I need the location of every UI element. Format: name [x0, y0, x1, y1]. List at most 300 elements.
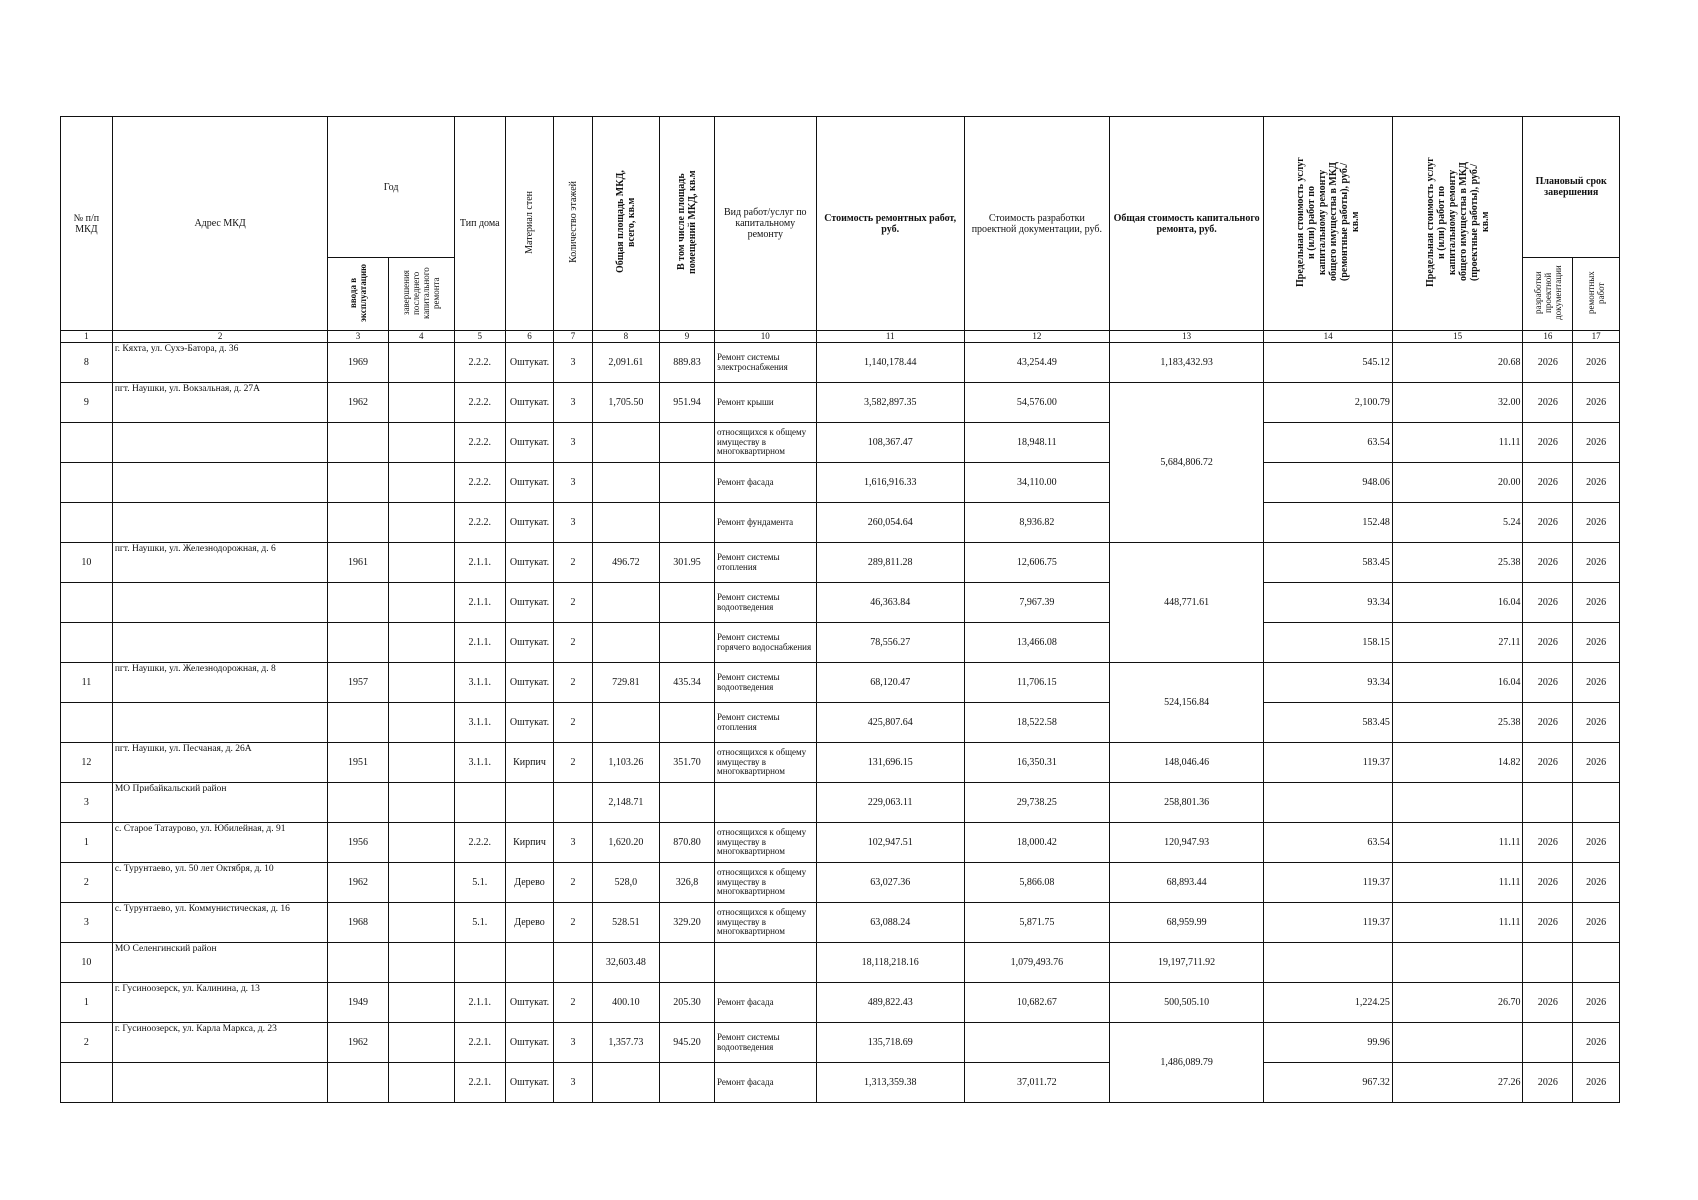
row-number-cell: 1: [61, 823, 113, 863]
table-row: [61, 463, 1620, 503]
limit-design-cell: 27.26: [1392, 1063, 1523, 1103]
header-total-cost: Общая стоимость капитального ремонта, руб.: [1109, 117, 1263, 331]
limit-design-cell: [1392, 943, 1523, 983]
design-cost-cell: 43,254.49: [964, 343, 1109, 383]
term-design-cell: 2026: [1523, 983, 1573, 1023]
address-cell: пгт. Наушки, ул. Вокзальная, д. 27А: [112, 383, 328, 423]
year-commissioning-cell: 1969: [328, 343, 388, 383]
row-number-cell: [61, 423, 113, 463]
work-type-cell: относящихся к общему имуществу в многоквартирном: [715, 423, 817, 463]
wall-material-cell: Кирпич: [505, 823, 554, 863]
wall-material-cell: Оштукат.: [505, 623, 554, 663]
work-type-cell: относящихся к общему имуществу в многоквартирном: [715, 743, 817, 783]
total-area-cell: [592, 583, 659, 623]
row-number-cell: 10: [61, 943, 113, 983]
floors-cell: 2: [554, 703, 592, 743]
design-cost-cell: 5,871.75: [964, 903, 1109, 943]
limit-design-cell: 11.11: [1392, 903, 1523, 943]
row-number-cell: 11: [61, 663, 113, 703]
term-design-cell: 2026: [1523, 623, 1573, 663]
house-type-cell: 2.1.1.: [454, 543, 505, 583]
design-cost-cell: 18,000.42: [964, 823, 1109, 863]
term-repair-cell: [1573, 783, 1620, 823]
total-area-cell: [592, 1063, 659, 1103]
row-number-cell: [61, 703, 113, 743]
term-repair-cell: 2026: [1573, 983, 1620, 1023]
address-cell: с. Старое Татаурово, ул. Юбилейная, д. 91: [112, 823, 328, 863]
year-last-repair-cell: [388, 543, 454, 583]
total-area-cell: [592, 503, 659, 543]
premises-area-cell: [660, 943, 715, 983]
repair-cost-cell: 108,367.47: [816, 423, 964, 463]
house-type-cell: 5.1.: [454, 863, 505, 903]
work-type-cell: Ремонт фасада: [715, 1063, 817, 1103]
floors-cell: 3: [554, 463, 592, 503]
year-commissioning-cell: [328, 1063, 388, 1103]
column-number: 6: [505, 331, 554, 343]
house-type-cell: 3.1.1.: [454, 663, 505, 703]
column-number: 15: [1392, 331, 1523, 343]
work-type-cell: Ремонт крыши: [715, 383, 817, 423]
total-area-cell: 1,620.20: [592, 823, 659, 863]
term-repair-cell: 2026: [1573, 743, 1620, 783]
table-row: [61, 863, 1620, 903]
row-number-cell: 1: [61, 983, 113, 1023]
premises-area-cell: 870.80: [660, 823, 715, 863]
design-cost-cell: 29,738.25: [964, 783, 1109, 823]
limit-design-cell: 27.11: [1392, 623, 1523, 663]
term-design-cell: 2026: [1523, 1063, 1573, 1103]
header-year: Год: [328, 117, 454, 258]
header-repair-cost: Стоимость ремонтных работ, руб.: [816, 117, 964, 331]
year-commissioning-cell: 1962: [328, 1023, 388, 1063]
header-work-type: Вид работ/услуг по капитальному ремонту: [715, 117, 817, 331]
term-repair-cell: 2026: [1573, 623, 1620, 663]
repair-cost-cell: 489,822.43: [816, 983, 964, 1023]
row-number-cell: 3: [61, 903, 113, 943]
work-type-cell: Ремонт фасада: [715, 983, 817, 1023]
term-repair-cell: 2026: [1573, 583, 1620, 623]
premises-area-cell: [660, 623, 715, 663]
year-last-repair-cell: [388, 583, 454, 623]
repair-cost-cell: 18,118,218.16: [816, 943, 964, 983]
limit-design-cell: 16.04: [1392, 583, 1523, 623]
repair-cost-cell: 425,807.64: [816, 703, 964, 743]
table-row: [61, 823, 1620, 863]
limit-design-cell: 11.11: [1392, 823, 1523, 863]
premises-area-cell: 329.20: [660, 903, 715, 943]
capital-repair-table: [60, 116, 1620, 1103]
year-last-repair-cell: [388, 623, 454, 663]
term-design-cell: 2026: [1523, 383, 1573, 423]
limit-design-cell: [1392, 1023, 1523, 1063]
total-cost-cell: 19,197,711.92: [1109, 943, 1263, 983]
address-cell: с. Турунтаево, ул. 50 лет Октября, д. 10: [112, 863, 328, 903]
term-design-cell: 2026: [1523, 903, 1573, 943]
wall-material-cell: Дерево: [505, 903, 554, 943]
total-area-cell: 32,603.48: [592, 943, 659, 983]
limit-repair-cell: 99.96: [1264, 1023, 1393, 1063]
limit-repair-cell: 93.34: [1264, 663, 1393, 703]
table-row: [61, 943, 1620, 983]
total-area-cell: 400.10: [592, 983, 659, 1023]
design-cost-cell: 8,936.82: [964, 503, 1109, 543]
limit-repair-cell: 583.45: [1264, 543, 1393, 583]
row-number-cell: [61, 623, 113, 663]
total-area-cell: 528,0: [592, 863, 659, 903]
floors-cell: 2: [554, 543, 592, 583]
floors-cell: 2: [554, 743, 592, 783]
repair-cost-cell: 68,120.47: [816, 663, 964, 703]
row-number-cell: [61, 463, 113, 503]
column-number: 4: [388, 331, 454, 343]
limit-repair-cell: 545.12: [1264, 343, 1393, 383]
header-term-design: разработки проектной документации: [1523, 258, 1573, 331]
column-number: 3: [328, 331, 388, 343]
address-cell: [112, 623, 328, 663]
table-row: [61, 743, 1620, 783]
year-commissioning-cell: [328, 783, 388, 823]
floors-cell: 2: [554, 903, 592, 943]
repair-cost-cell: 260,054.64: [816, 503, 964, 543]
term-design-cell: [1523, 943, 1573, 983]
work-type-cell: Ремонт системы отопления: [715, 543, 817, 583]
limit-repair-cell: 63.54: [1264, 823, 1393, 863]
design-cost-cell: 37,011.72: [964, 1063, 1109, 1103]
wall-material-cell: Оштукат.: [505, 703, 554, 743]
term-repair-cell: 2026: [1573, 503, 1620, 543]
column-number-row: [61, 331, 1620, 343]
header-term-repair: ремонтных работ: [1573, 258, 1620, 331]
column-number: 2: [112, 331, 328, 343]
limit-design-cell: 25.38: [1392, 703, 1523, 743]
work-type-cell: [715, 943, 817, 983]
repair-cost-cell: 102,947.51: [816, 823, 964, 863]
repair-cost-cell: 229,063.11: [816, 783, 964, 823]
total-area-cell: 1,103.26: [592, 743, 659, 783]
term-repair-cell: [1573, 943, 1620, 983]
term-repair-cell: 2026: [1573, 823, 1620, 863]
floors-cell: 2: [554, 583, 592, 623]
wall-material-cell: Дерево: [505, 863, 554, 903]
address-cell: [112, 463, 328, 503]
limit-design-cell: 11.11: [1392, 423, 1523, 463]
total-cost-cell: 258,801.36: [1109, 783, 1263, 823]
total-cost-cell: 120,947.93: [1109, 823, 1263, 863]
year-last-repair-cell: [388, 663, 454, 703]
floors-cell: [554, 783, 592, 823]
year-last-repair-cell: [388, 783, 454, 823]
year-commissioning-cell: 1951: [328, 743, 388, 783]
repair-cost-cell: 289,811.28: [816, 543, 964, 583]
repair-cost-cell: 63,027.36: [816, 863, 964, 903]
table-row: [61, 1063, 1620, 1103]
term-repair-cell: 2026: [1573, 423, 1620, 463]
limit-repair-cell: 967.32: [1264, 1063, 1393, 1103]
term-repair-cell: 2026: [1573, 703, 1620, 743]
address-cell: [112, 503, 328, 543]
total-cost-cell: 68,893.44: [1109, 863, 1263, 903]
row-number-cell: 8: [61, 343, 113, 383]
total-area-cell: 1,357.73: [592, 1023, 659, 1063]
term-design-cell: 2026: [1523, 703, 1573, 743]
address-cell: г. Гусиноозерск, ул. Карла Маркса, д. 23: [112, 1023, 328, 1063]
total-area-cell: 729.81: [592, 663, 659, 703]
table-row: [61, 383, 1620, 423]
wall-material-cell: Кирпич: [505, 743, 554, 783]
design-cost-cell: 5,866.08: [964, 863, 1109, 903]
row-number-cell: [61, 583, 113, 623]
header-premises-area: В том числе площадь помещений МКД, кв.м: [660, 117, 715, 331]
limit-repair-cell: 152.48: [1264, 503, 1393, 543]
premises-area-cell: [660, 583, 715, 623]
term-repair-cell: 2026: [1573, 463, 1620, 503]
total-area-cell: [592, 463, 659, 503]
limit-design-cell: 25.38: [1392, 543, 1523, 583]
year-last-repair-cell: [388, 1063, 454, 1103]
year-commissioning-cell: [328, 423, 388, 463]
row-number-cell: [61, 1063, 113, 1103]
column-number: 12: [964, 331, 1109, 343]
total-area-cell: 1,705.50: [592, 383, 659, 423]
total-cost-cell: 448,771.61: [1109, 543, 1263, 663]
floors-cell: 2: [554, 983, 592, 1023]
premises-area-cell: 435.34: [660, 663, 715, 703]
repair-cost-cell: 1,313,359.38: [816, 1063, 964, 1103]
limit-design-cell: [1392, 783, 1523, 823]
work-type-cell: Ремонт системы водоотведения: [715, 663, 817, 703]
limit-repair-cell: [1264, 943, 1393, 983]
total-area-cell: 2,091.61: [592, 343, 659, 383]
limit-design-cell: 11.11: [1392, 863, 1523, 903]
work-type-cell: относящихся к общему имуществу в многоквартирном: [715, 823, 817, 863]
header-address: Адрес МКД: [112, 117, 328, 331]
design-cost-cell: 18,522.58: [964, 703, 1109, 743]
term-design-cell: 2026: [1523, 583, 1573, 623]
work-type-cell: Ремонт системы водоотведения: [715, 583, 817, 623]
column-number: 8: [592, 331, 659, 343]
year-last-repair-cell: [388, 703, 454, 743]
house-type-cell: 2.2.2.: [454, 463, 505, 503]
header-design-cost: Стоимость разработки проектной документации, руб.: [964, 117, 1109, 331]
year-last-repair-cell: [388, 863, 454, 903]
column-number: 9: [660, 331, 715, 343]
wall-material-cell: Оштукат.: [505, 543, 554, 583]
row-number-cell: [61, 503, 113, 543]
year-last-repair-cell: [388, 743, 454, 783]
table-row: [61, 623, 1620, 663]
limit-design-cell: 16.04: [1392, 663, 1523, 703]
limit-repair-cell: 158.15: [1264, 623, 1393, 663]
year-commissioning-cell: [328, 623, 388, 663]
house-type-cell: 5.1.: [454, 903, 505, 943]
term-design-cell: 2026: [1523, 423, 1573, 463]
premises-area-cell: [660, 423, 715, 463]
term-repair-cell: 2026: [1573, 663, 1620, 703]
limit-design-cell: 32.00: [1392, 383, 1523, 423]
work-type-cell: Ремонт фундамента: [715, 503, 817, 543]
year-last-repair-cell: [388, 983, 454, 1023]
limit-repair-cell: 2,100.79: [1264, 383, 1393, 423]
wall-material-cell: [505, 943, 554, 983]
year-commissioning-cell: 1957: [328, 663, 388, 703]
floors-cell: 3: [554, 423, 592, 463]
row-number-cell: 12: [61, 743, 113, 783]
term-repair-cell: 2026: [1573, 1023, 1620, 1063]
repair-cost-cell: 3,582,897.35: [816, 383, 964, 423]
total-area-cell: 496.72: [592, 543, 659, 583]
table-row: [61, 783, 1620, 823]
limit-repair-cell: 119.37: [1264, 863, 1393, 903]
address-cell: [112, 583, 328, 623]
design-cost-cell: 10,682.67: [964, 983, 1109, 1023]
document-sheet: [60, 116, 1620, 1103]
wall-material-cell: Оштукат.: [505, 423, 554, 463]
header-total-area: Общая площадь МКД, всего, кв.м: [592, 117, 659, 331]
limit-design-cell: 20.68: [1392, 343, 1523, 383]
floors-cell: 2: [554, 863, 592, 903]
header-house-type: Тип дома: [454, 117, 505, 331]
wall-material-cell: Оштукат.: [505, 583, 554, 623]
limit-design-cell: 5.24: [1392, 503, 1523, 543]
year-last-repair-cell: [388, 463, 454, 503]
design-cost-cell: 34,110.00: [964, 463, 1109, 503]
limit-design-cell: 20.00: [1392, 463, 1523, 503]
term-design-cell: 2026: [1523, 343, 1573, 383]
work-type-cell: Ремонт системы горячего водоснабжения: [715, 623, 817, 663]
total-area-cell: 528.51: [592, 903, 659, 943]
table-row: [61, 1023, 1620, 1063]
year-last-repair-cell: [388, 823, 454, 863]
column-number: 5: [454, 331, 505, 343]
column-number: 10: [715, 331, 817, 343]
header-floors: Количество этажей: [554, 117, 592, 331]
term-repair-cell: 2026: [1573, 343, 1620, 383]
total-area-cell: [592, 623, 659, 663]
header-wall-material: Материал стен: [505, 117, 554, 331]
address-cell: с. Турунтаево, ул. Коммунистическая, д. 16: [112, 903, 328, 943]
premises-area-cell: 351.70: [660, 743, 715, 783]
term-repair-cell: 2026: [1573, 1063, 1620, 1103]
total-area-cell: [592, 703, 659, 743]
work-type-cell: относящихся к общему имуществу в многоквартирном: [715, 903, 817, 943]
year-commissioning-cell: 1949: [328, 983, 388, 1023]
limit-repair-cell: 63.54: [1264, 423, 1393, 463]
header-year-commissioning: ввода в эксплуатацию: [328, 258, 388, 331]
table-row: [61, 703, 1620, 743]
header-number: № п/п МКД: [61, 117, 113, 331]
house-type-cell: 2.2.2.: [454, 423, 505, 463]
table-row: [61, 423, 1620, 463]
repair-cost-cell: 78,556.27: [816, 623, 964, 663]
design-cost-cell: [964, 1023, 1109, 1063]
column-number: 11: [816, 331, 964, 343]
repair-cost-cell: 131,696.15: [816, 743, 964, 783]
table-row: [61, 543, 1620, 583]
address-cell: [112, 703, 328, 743]
table-row: [61, 503, 1620, 543]
column-number: 1: [61, 331, 113, 343]
address-cell: г. Кяхта, ул. Сухэ-Батора, д. 36: [112, 343, 328, 383]
floors-cell: 3: [554, 343, 592, 383]
column-number: 14: [1264, 331, 1393, 343]
total-area-cell: 2,148.71: [592, 783, 659, 823]
total-cost-cell: 68,959.99: [1109, 903, 1263, 943]
year-commissioning-cell: [328, 503, 388, 543]
premises-area-cell: [660, 783, 715, 823]
work-type-cell: [715, 783, 817, 823]
term-repair-cell: 2026: [1573, 543, 1620, 583]
premises-area-cell: [660, 703, 715, 743]
wall-material-cell: Оштукат.: [505, 983, 554, 1023]
year-last-repair-cell: [388, 383, 454, 423]
year-commissioning-cell: [328, 703, 388, 743]
total-cost-cell: 148,046.46: [1109, 743, 1263, 783]
floors-cell: [554, 943, 592, 983]
floors-cell: 3: [554, 1023, 592, 1063]
wall-material-cell: Оштукат.: [505, 383, 554, 423]
house-type-cell: [454, 943, 505, 983]
table-row: [61, 663, 1620, 703]
term-repair-cell: 2026: [1573, 903, 1620, 943]
wall-material-cell: Оштукат.: [505, 663, 554, 703]
year-commissioning-cell: [328, 943, 388, 983]
house-type-cell: 2.2.1.: [454, 1023, 505, 1063]
total-cost-cell: 1,183,432.93: [1109, 343, 1263, 383]
work-type-cell: Ремонт системы отопления: [715, 703, 817, 743]
wall-material-cell: Оштукат.: [505, 1023, 554, 1063]
table-body: [61, 343, 1620, 1103]
repair-cost-cell: 46,363.84: [816, 583, 964, 623]
address-cell: пгт. Наушки, ул. Железнодорожная, д. 8: [112, 663, 328, 703]
term-design-cell: [1523, 1023, 1573, 1063]
house-type-cell: 2.1.1.: [454, 583, 505, 623]
total-cost-cell: 5,684,806.72: [1109, 383, 1263, 543]
year-commissioning-cell: 1968: [328, 903, 388, 943]
floors-cell: 2: [554, 663, 592, 703]
house-type-cell: 2.2.2.: [454, 343, 505, 383]
column-number: 13: [1109, 331, 1263, 343]
term-design-cell: 2026: [1523, 503, 1573, 543]
column-number: 7: [554, 331, 592, 343]
address-cell: пгт. Наушки, ул. Железнодорожная, д. 6: [112, 543, 328, 583]
address-cell: [112, 423, 328, 463]
wall-material-cell: Оштукат.: [505, 503, 554, 543]
work-type-cell: Ремонт системы водоотведения: [715, 1023, 817, 1063]
total-cost-cell: 500,505.10: [1109, 983, 1263, 1023]
year-last-repair-cell: [388, 1023, 454, 1063]
repair-cost-cell: 1,140,178.44: [816, 343, 964, 383]
term-repair-cell: 2026: [1573, 383, 1620, 423]
row-number-cell: 9: [61, 383, 113, 423]
design-cost-cell: 11,706.15: [964, 663, 1109, 703]
premises-area-cell: 945.20: [660, 1023, 715, 1063]
repair-cost-cell: 1,616,916.33: [816, 463, 964, 503]
wall-material-cell: Оштукат.: [505, 343, 554, 383]
table-row: [61, 983, 1620, 1023]
floors-cell: 3: [554, 823, 592, 863]
design-cost-cell: 18,948.11: [964, 423, 1109, 463]
house-type-cell: 2.1.1.: [454, 623, 505, 663]
year-commissioning-cell: 1962: [328, 863, 388, 903]
table-row: [61, 583, 1620, 623]
repair-cost-cell: 135,718.69: [816, 1023, 964, 1063]
wall-material-cell: Оштукат.: [505, 1063, 554, 1103]
floors-cell: 2: [554, 623, 592, 663]
limit-repair-cell: 948.06: [1264, 463, 1393, 503]
design-cost-cell: 1,079,493.76: [964, 943, 1109, 983]
design-cost-cell: 16,350.31: [964, 743, 1109, 783]
